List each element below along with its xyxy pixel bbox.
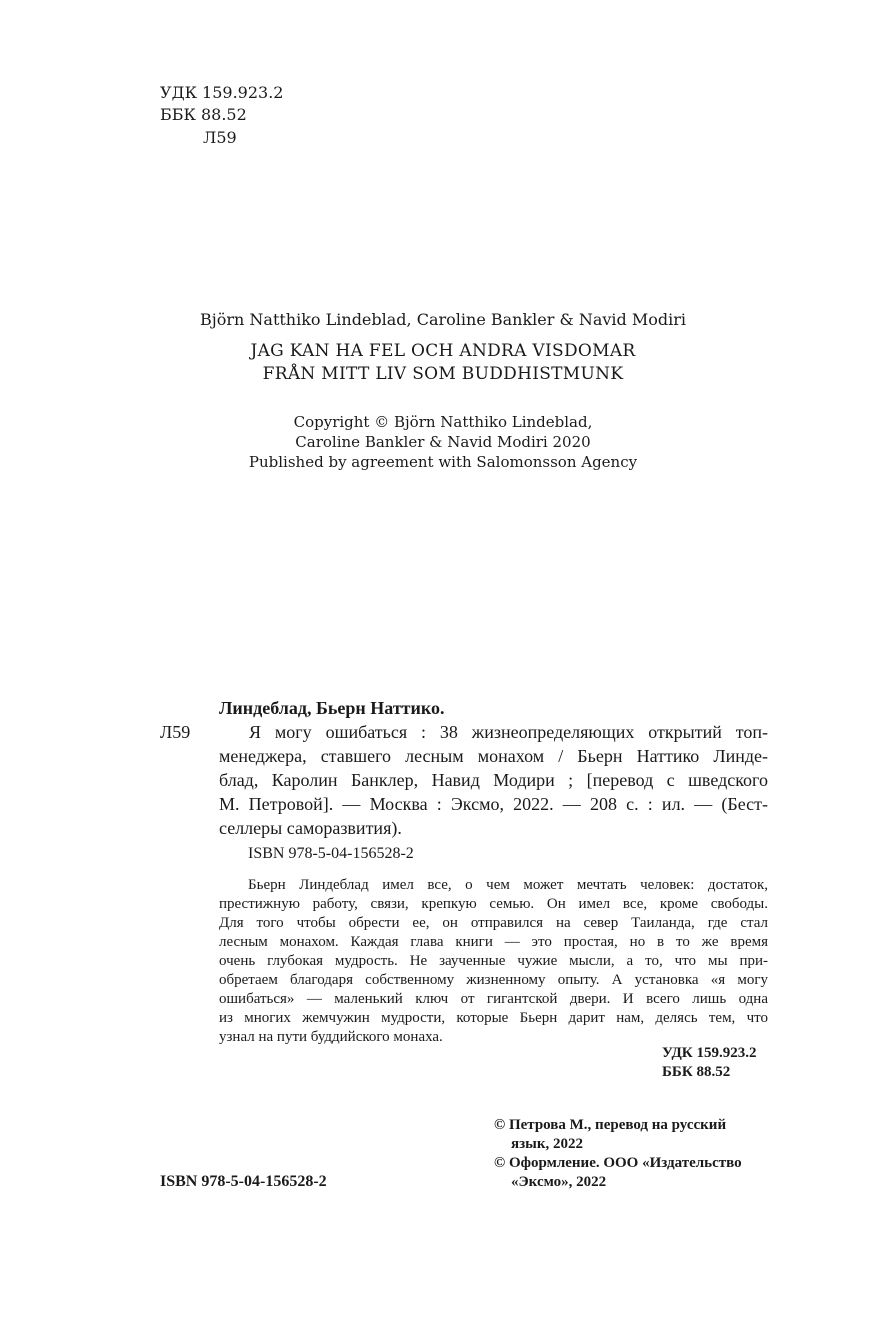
copyright-design-line1: © Оформление. ООО «Издательство xyxy=(494,1155,742,1171)
copyright-line1: Copyright © Björn Natthiko Lindeblad, xyxy=(293,413,593,431)
original-title-line1: JAG KAN HA FEL OCH ANDRA VISDOMAR xyxy=(250,341,636,361)
copyright-line2: Caroline Bankler & Navid Modiri 2020 xyxy=(295,433,591,451)
annotation-line: ошибаться» — маленький ключ от гигантской двери. И всего лишь одна xyxy=(219,991,768,1007)
annotation-line: из многих жемчужин мудрости, которые Бьерн дарит нам, делясь тем, что xyxy=(219,1010,768,1026)
annotation-line: узнал на пути буддийского монаха. xyxy=(219,1029,443,1045)
bbk-code-top: ББК 88.52 xyxy=(160,105,247,124)
annotation-line: очень глубокая мудрость. Не заученные чужие мысли, а то, что мы при- xyxy=(219,953,768,969)
bbk-code-bottom: ББК 88.52 xyxy=(662,1064,731,1080)
author-mark-top: Л59 xyxy=(203,128,237,147)
original-authors: Björn Natthiko Lindeblad, Caroline Bankler & Navid Modiri xyxy=(200,310,686,329)
udk-code-top: УДК 159.923.2 xyxy=(160,83,284,102)
copyright-design-line2: «Эксмо», 2022 xyxy=(511,1174,607,1190)
author-mark-bibliographic: Л59 xyxy=(160,722,191,742)
annotation xyxy=(219,876,768,1047)
copyright-translation-line2: язык, 2022 xyxy=(511,1136,583,1152)
annotation-line: Для того чтобы обрести ее, он отправился на север Таиланда, где стал xyxy=(219,915,768,931)
isbn-footer: ISBN 978-5-04-156528-2 xyxy=(160,1173,327,1190)
annotation-line: обретаем благодаря собственному жизненному опыту. А установка «я могу xyxy=(219,972,768,988)
isbn-bibliographic: ISBN 978-5-04-156528-2 xyxy=(248,845,414,862)
bibliographic-line: селлеры саморазвития). xyxy=(219,818,402,838)
bibliographic-line: менеджера, ставшего лесным монахом / Бьерн Наттико Линде- xyxy=(219,746,768,766)
bibliographic-line: М. Петровой]. — Москва : Эксмо, 2022. — 208 с. : ил. — (Бест- xyxy=(219,794,768,814)
bibliographic-description xyxy=(219,720,768,840)
original-title-line2: FRÅN MITT LIV SOM BUDDHISTMUNK xyxy=(262,364,624,384)
annotation-line: Бьерн Линдеблад имел все, о чем может мечтать человек: достаток, xyxy=(248,877,768,893)
copyright-line3: Published by agreement with Salomonsson Agency xyxy=(248,453,638,471)
bibliographic-heading: Линдеблад, Бьерн Наттико. xyxy=(219,698,445,718)
annotation-line: лесным монахом. Каждая глава книги — это простая, но в то же время xyxy=(219,934,768,950)
annotation-line: престижную работу, связи, крепкую семью. Он имел все, кроме свободы. xyxy=(219,896,768,912)
bibliographic-line: Я могу ошибаться : 38 жизнеопределяющих открытий топ- xyxy=(249,722,768,742)
copyright-translation-line1: © Петрова М., перевод на русский xyxy=(494,1117,727,1133)
udk-code-bottom: УДК 159.923.2 xyxy=(662,1045,757,1061)
bibliographic-line: блад, Каролин Банклер, Навид Модири ; [перевод с шведского xyxy=(219,770,768,790)
